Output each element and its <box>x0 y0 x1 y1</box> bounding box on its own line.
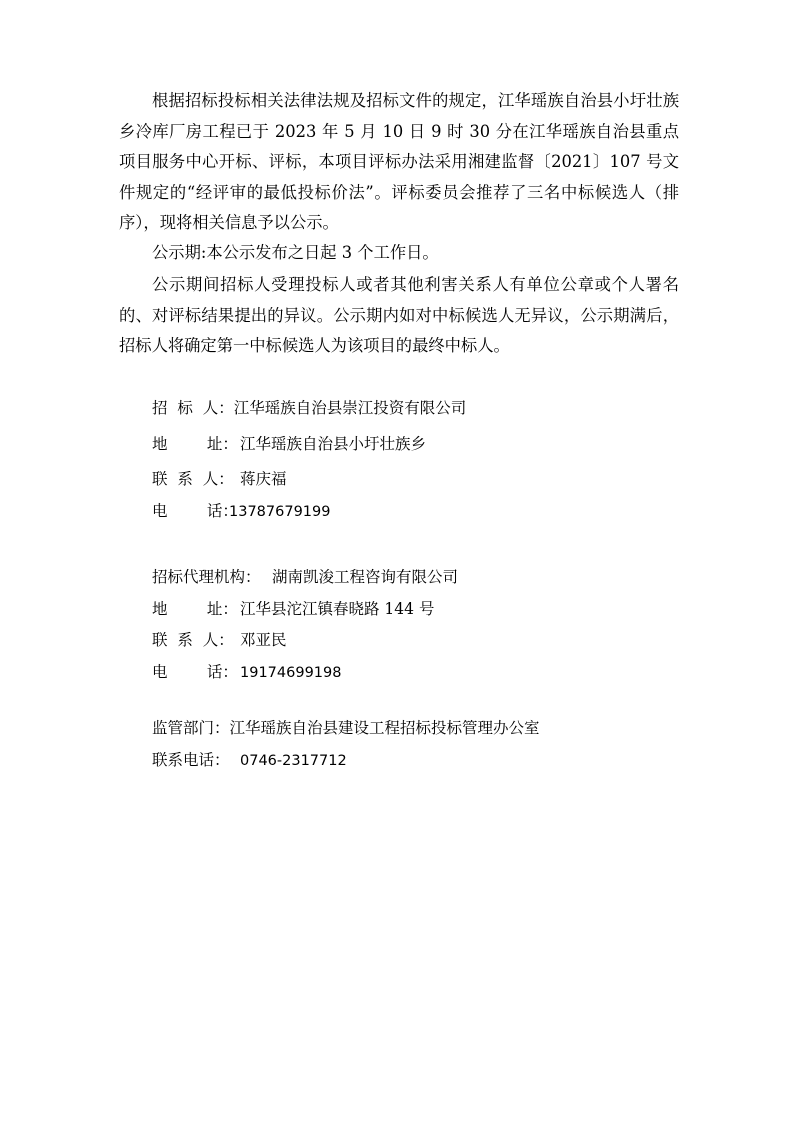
agency-name-row <box>152 567 458 587</box>
notice-paragraph-1: 根据招标投标相关法律法规及招标文件的规定，江华瑶族自治县小圩壮族乡冷库厂房工程已于 2023 年 5 月 10 日 9 时 30 分在江华瑶族自治县重点项目服务中心开标、评标，本项目评标办法采用湘建监督〔2021〕107 号文件规定的“经评审的最低投标价法”。评标委员会推荐了三名中标候选人（排序），现将相关信息予以公示。 <box>119 91 679 232</box>
agency-address-value: 江华县沱江镇春晓路 144 号 <box>240 600 435 618</box>
tenderer-address-label: 地 址： <box>152 435 238 453</box>
agency-name-label: 招标代理机构： <box>152 568 261 586</box>
supervisor-phone-value: 0746-2317712 <box>240 753 347 769</box>
tenderer-name-label: 招 标 人： <box>152 399 234 417</box>
tenderer-name-value: 江华瑶族自治县崇江投资有限公司 <box>233 399 467 417</box>
tenderer-address-row <box>152 434 426 454</box>
agency-name-value: 湖南凯浚工程咨询有限公司 <box>272 568 459 586</box>
supervisor-phone-label: 联系电话： <box>152 751 230 769</box>
agency-contact-label: 联 系 人： <box>152 631 234 649</box>
agency-contact-value: 邓亚民 <box>240 631 287 649</box>
agency-phone-value: 19174699198 <box>240 665 342 681</box>
agency-phone-label: 电 话： <box>152 663 238 681</box>
supervisor-dept-label: 监管部门： <box>152 719 230 737</box>
tenderer-address-value: 江华瑶族自治县小圩壮族乡 <box>240 435 427 453</box>
agency-address-row <box>152 599 434 619</box>
tenderer-contact-value: 蒋庆福 <box>240 470 287 488</box>
agency-phone-row <box>152 662 341 683</box>
tenderer-phone-value: 13787679199 <box>229 504 331 520</box>
tenderer-name-row <box>152 398 466 418</box>
notice-paragraph-2: 公示期:本公示发布之日起 3 个工作日。 <box>152 243 439 262</box>
agency-address-label: 地 址： <box>152 600 238 618</box>
supervisor-dept-value: 江华瑶族自治县建设工程招标投标管理办公室 <box>229 719 540 737</box>
tenderer-contact-label: 联 系 人： <box>152 470 234 488</box>
tenderer-contact-row <box>152 469 287 489</box>
tenderer-phone-row <box>152 501 330 522</box>
tenderer-phone-label: 电 话： <box>152 502 238 520</box>
agency-contact-row <box>152 630 287 650</box>
supervisor-dept-row <box>152 718 540 738</box>
supervisor-phone-row <box>152 750 347 771</box>
notice-paragraph-3: 公示期间招标人受理投标人或者其他利害关系人有单位公章或个人署名的、对评标结果提出的异议。公示期内如对中标候选人无异议，公示期满后，招标人将确定第一中标候选人为该项目的最终中标人。 <box>119 275 679 355</box>
